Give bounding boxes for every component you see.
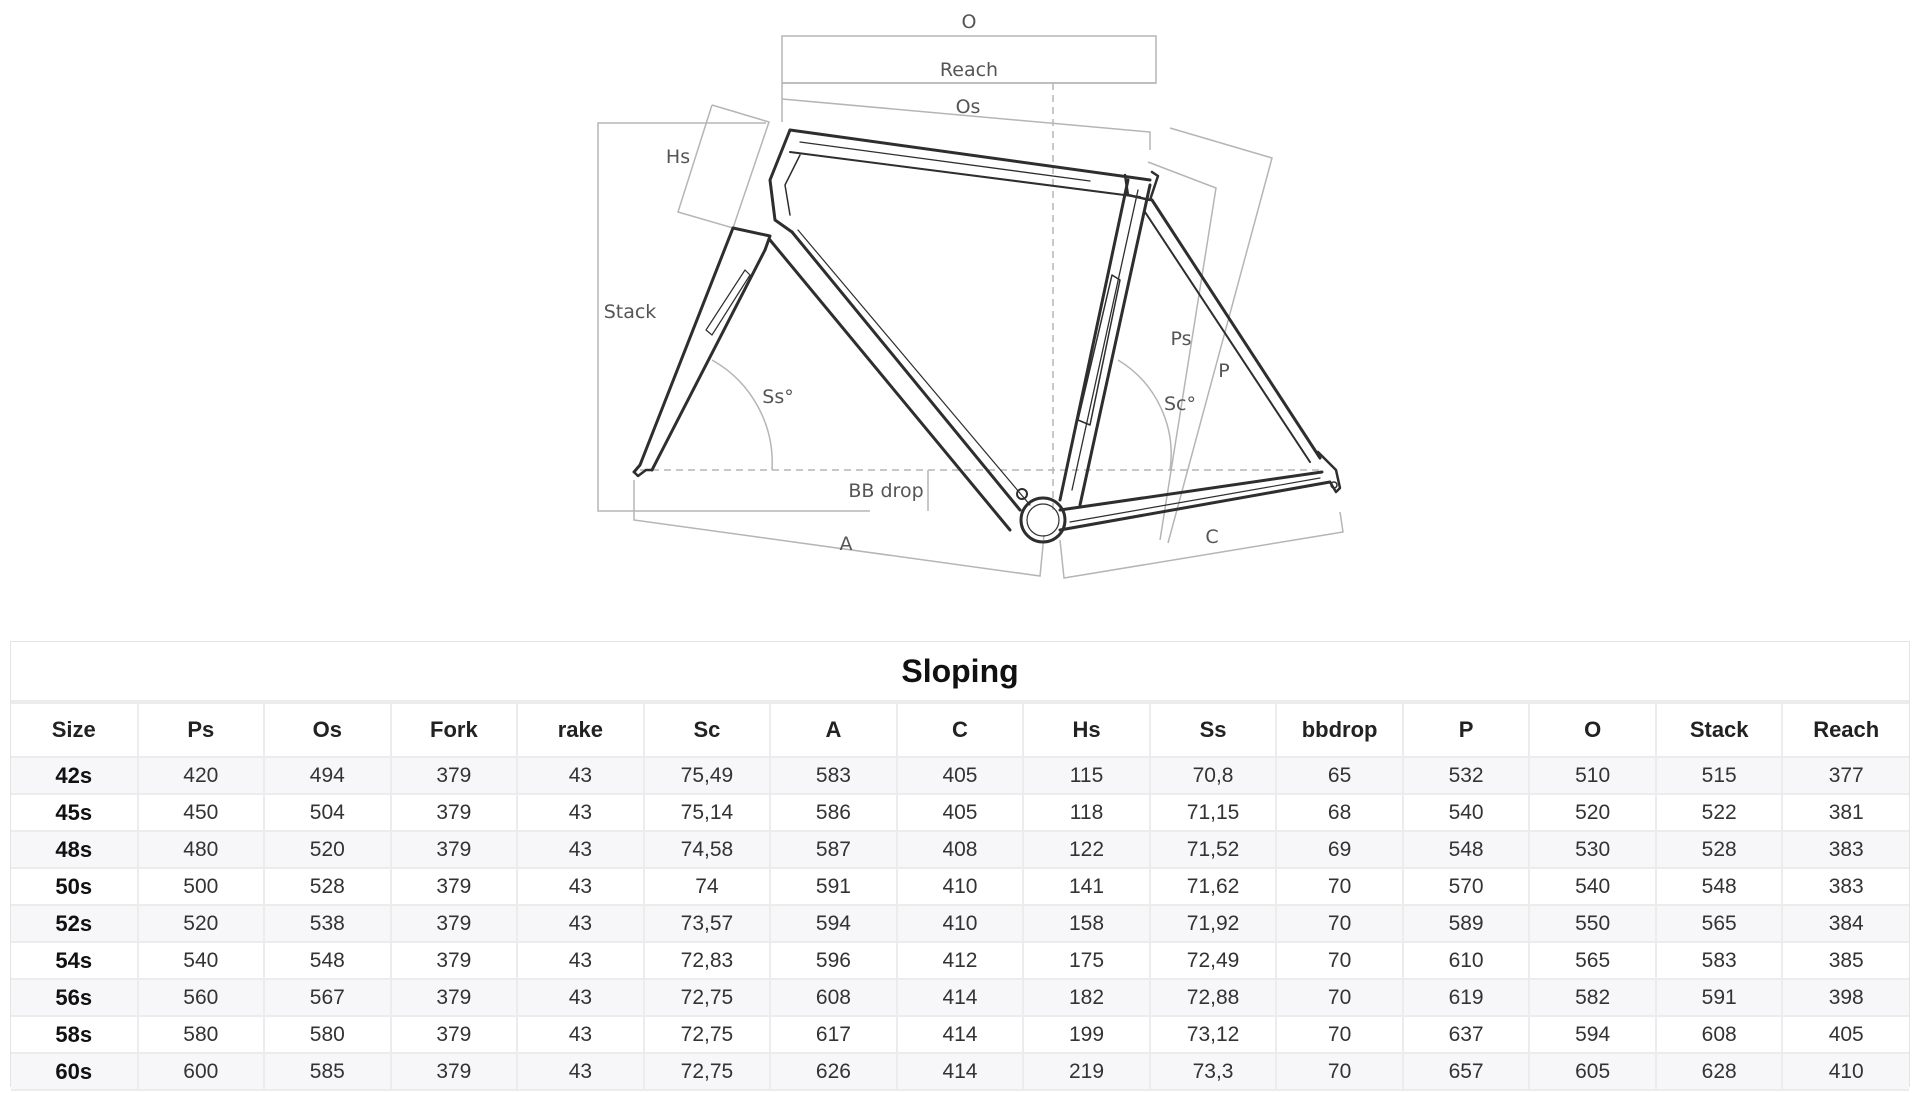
table-cell: 412 xyxy=(897,942,1024,979)
table-cell: 72,49 xyxy=(1150,942,1277,979)
table-cell: 377 xyxy=(1782,757,1909,794)
table-cell: 520 xyxy=(264,831,391,868)
label-o: O xyxy=(961,11,977,33)
table-cell: 565 xyxy=(1656,905,1783,942)
table-cell: 520 xyxy=(1529,794,1656,831)
table-cell: 71,62 xyxy=(1150,868,1277,905)
table-cell: 75,14 xyxy=(644,794,771,831)
label-c: C xyxy=(1205,526,1219,548)
column-header: O xyxy=(1529,702,1656,757)
table-cell: 379 xyxy=(391,979,518,1016)
table-cell: 398 xyxy=(1782,979,1909,1016)
table-cell: 383 xyxy=(1782,831,1909,868)
table-cell: 71,52 xyxy=(1150,831,1277,868)
table-cell: 379 xyxy=(391,942,518,979)
table-cell: 43 xyxy=(517,757,644,794)
label-a: A xyxy=(839,533,853,555)
table-title-row xyxy=(11,642,1909,702)
table-cell: 379 xyxy=(391,868,518,905)
table-row xyxy=(11,905,1909,942)
table-cell: 582 xyxy=(1529,979,1656,1016)
table-cell: 405 xyxy=(1782,1016,1909,1053)
table-cell: 570 xyxy=(1403,868,1530,905)
column-header: rake xyxy=(517,702,644,757)
table-cell: 596 xyxy=(770,942,897,979)
column-header: bbdrop xyxy=(1276,702,1403,757)
cable-port xyxy=(1017,489,1027,499)
table-cell: 70 xyxy=(1276,979,1403,1016)
table-cell: 494 xyxy=(264,757,391,794)
table-cell: 70 xyxy=(1276,1053,1403,1090)
table-cell: 72,75 xyxy=(644,1053,771,1090)
table-cell: 637 xyxy=(1403,1016,1530,1053)
table-cell: 72,88 xyxy=(1150,979,1277,1016)
column-header: Sc xyxy=(644,702,771,757)
table-cell: 74 xyxy=(644,868,771,905)
table-row xyxy=(11,942,1909,979)
table-cell: 450 xyxy=(138,794,265,831)
size-cell: 52s xyxy=(11,905,138,942)
table-cell: 115 xyxy=(1023,757,1150,794)
table-cell: 548 xyxy=(1403,831,1530,868)
table-cell: 586 xyxy=(770,794,897,831)
table-row xyxy=(11,794,1909,831)
label-stack: Stack xyxy=(603,301,657,323)
head-tube xyxy=(770,130,792,232)
table-cell: 175 xyxy=(1023,942,1150,979)
table-cell: 580 xyxy=(138,1016,265,1053)
label-bb-drop: BB drop xyxy=(848,480,924,502)
table-cell: 408 xyxy=(897,831,1024,868)
table-row xyxy=(11,1016,1909,1053)
table-cell: 405 xyxy=(897,757,1024,794)
table-cell: 420 xyxy=(138,757,265,794)
table-cell: 43 xyxy=(517,942,644,979)
table-cell: 414 xyxy=(897,1053,1024,1090)
table-cell: 72,75 xyxy=(644,1016,771,1053)
table-cell: 43 xyxy=(517,979,644,1016)
table-cell: 540 xyxy=(1403,794,1530,831)
dimension-labels xyxy=(604,11,1230,555)
seat-tube xyxy=(1060,180,1128,500)
ps-dimension-line xyxy=(1148,162,1216,540)
table-cell: 383 xyxy=(1782,868,1909,905)
table-cell: 500 xyxy=(138,868,265,905)
label-os: Os xyxy=(955,96,981,118)
table-cell: 410 xyxy=(897,905,1024,942)
column-header: Stack xyxy=(1656,702,1783,757)
label-reach: Reach xyxy=(939,59,999,81)
table-cell: 73,57 xyxy=(644,905,771,942)
table-cell: 410 xyxy=(1782,1053,1909,1090)
table-cell: 528 xyxy=(264,868,391,905)
head-tube-inner xyxy=(785,155,800,215)
bottom-bracket-inner xyxy=(1027,504,1059,536)
table-cell: 560 xyxy=(138,979,265,1016)
size-cell: 54s xyxy=(11,942,138,979)
a-dimension-line xyxy=(634,480,1044,576)
table-cell: 73,12 xyxy=(1150,1016,1277,1053)
table-cell: 589 xyxy=(1403,905,1530,942)
table-cell: 70 xyxy=(1276,868,1403,905)
table-cell: 70 xyxy=(1276,942,1403,979)
table-cell: 43 xyxy=(517,1053,644,1090)
table-cell: 600 xyxy=(138,1053,265,1090)
table-cell: 43 xyxy=(517,905,644,942)
table-cell: 379 xyxy=(391,1053,518,1090)
table-cell: 70 xyxy=(1276,905,1403,942)
table-row xyxy=(11,831,1909,868)
column-header: Size xyxy=(11,702,138,757)
column-header: Ps xyxy=(138,702,265,757)
table-cell: 43 xyxy=(517,831,644,868)
seat-tube-rear xyxy=(1080,185,1150,505)
column-header: C xyxy=(897,702,1024,757)
table-cell: 379 xyxy=(391,757,518,794)
table-cell: 567 xyxy=(264,979,391,1016)
table-cell: 72,75 xyxy=(644,979,771,1016)
table-cell: 69 xyxy=(1276,831,1403,868)
table-cell: 73,3 xyxy=(1150,1053,1277,1090)
table-cell: 414 xyxy=(897,1016,1024,1053)
table-cell: 580 xyxy=(264,1016,391,1053)
table-cell: 608 xyxy=(770,979,897,1016)
down-tube-detail xyxy=(798,230,1030,505)
table-cell: 619 xyxy=(1403,979,1530,1016)
table-cell: 379 xyxy=(391,831,518,868)
table-cell: 605 xyxy=(1529,1053,1656,1090)
fork-front-blade xyxy=(634,228,733,472)
table-header-row xyxy=(11,702,1909,757)
table-cell: 594 xyxy=(1529,1016,1656,1053)
table-cell: 70 xyxy=(1276,1016,1403,1053)
column-header: Hs xyxy=(1023,702,1150,757)
table-cell: 540 xyxy=(138,942,265,979)
table-cell: 515 xyxy=(1656,757,1783,794)
table-cell: 43 xyxy=(517,868,644,905)
table-cell: 118 xyxy=(1023,794,1150,831)
table-cell: 565 xyxy=(1529,942,1656,979)
table-cell: 71,15 xyxy=(1150,794,1277,831)
table-cell: 199 xyxy=(1023,1016,1150,1053)
table-cell: 617 xyxy=(770,1016,897,1053)
table-cell: 379 xyxy=(391,905,518,942)
label-hs: Hs xyxy=(665,146,691,168)
table-cell: 538 xyxy=(264,905,391,942)
fork-crown xyxy=(733,228,770,250)
table-title: Sloping xyxy=(11,642,1909,702)
column-header: P xyxy=(1403,702,1530,757)
table-cell: 628 xyxy=(1656,1053,1783,1090)
table-cell: 540 xyxy=(1529,868,1656,905)
table-cell: 379 xyxy=(391,794,518,831)
column-header: Fork xyxy=(391,702,518,757)
table-cell: 379 xyxy=(391,1016,518,1053)
table-cell: 43 xyxy=(517,1016,644,1053)
top-tube-lower xyxy=(790,152,1140,197)
size-cell: 58s xyxy=(11,1016,138,1053)
bike-frame xyxy=(634,130,1340,542)
table-cell: 550 xyxy=(1529,905,1656,942)
size-cell: 48s xyxy=(11,831,138,868)
table-cell: 520 xyxy=(138,905,265,942)
label-ss-angle: Ss° xyxy=(762,386,794,408)
table-cell: 74,58 xyxy=(644,831,771,868)
table-cell: 141 xyxy=(1023,868,1150,905)
table-row xyxy=(11,868,1909,905)
table-cell: 480 xyxy=(138,831,265,868)
table-cell: 219 xyxy=(1023,1053,1150,1090)
top-tube-detail xyxy=(800,142,1090,181)
label-sc-angle: Sc° xyxy=(1163,393,1197,415)
table-cell: 384 xyxy=(1782,905,1909,942)
table-cell: 591 xyxy=(770,868,897,905)
table-cell: 71,92 xyxy=(1150,905,1277,942)
size-cell: 56s xyxy=(11,979,138,1016)
table-row xyxy=(11,979,1909,1016)
table-cell: 522 xyxy=(1656,794,1783,831)
size-cell: 60s xyxy=(11,1053,138,1090)
table-cell: 610 xyxy=(1403,942,1530,979)
size-cell: 42s xyxy=(11,757,138,794)
geometry-table xyxy=(11,642,1909,1091)
table-row xyxy=(11,757,1909,794)
table-cell: 182 xyxy=(1023,979,1150,1016)
table-cell: 65 xyxy=(1276,757,1403,794)
table-cell: 385 xyxy=(1782,942,1909,979)
table-cell: 583 xyxy=(1656,942,1783,979)
table-cell: 43 xyxy=(517,794,644,831)
table-cell: 626 xyxy=(770,1053,897,1090)
table-cell: 414 xyxy=(897,979,1024,1016)
top-tube xyxy=(790,130,1150,180)
table-cell: 528 xyxy=(1656,831,1783,868)
table-cell: 548 xyxy=(264,942,391,979)
table-cell: 72,83 xyxy=(644,942,771,979)
sc-angle-arc xyxy=(1118,360,1171,470)
size-cell: 45s xyxy=(11,794,138,831)
table-cell: 405 xyxy=(897,794,1024,831)
table-cell: 70,8 xyxy=(1150,757,1277,794)
ss-angle-arc xyxy=(712,360,772,470)
table-cell: 591 xyxy=(1656,979,1783,1016)
label-p: P xyxy=(1218,360,1230,382)
table-body xyxy=(11,757,1909,1090)
table-cell: 504 xyxy=(264,794,391,831)
label-ps: Ps xyxy=(1170,328,1192,350)
table-cell: 583 xyxy=(770,757,897,794)
column-header: Os xyxy=(264,702,391,757)
table-cell: 158 xyxy=(1023,905,1150,942)
column-header: Ss xyxy=(1150,702,1277,757)
table-cell: 410 xyxy=(897,868,1024,905)
table-cell: 548 xyxy=(1656,868,1783,905)
table-cell: 68 xyxy=(1276,794,1403,831)
down-tube xyxy=(792,232,1020,510)
column-header: Reach xyxy=(1782,702,1909,757)
table-row xyxy=(11,1053,1909,1090)
table-cell: 530 xyxy=(1529,831,1656,868)
chain-stay-detail xyxy=(1070,478,1320,522)
table-cell: 532 xyxy=(1403,757,1530,794)
table-cell: 587 xyxy=(770,831,897,868)
size-cell: 50s xyxy=(11,868,138,905)
table-cell: 381 xyxy=(1782,794,1909,831)
column-header: A xyxy=(770,702,897,757)
table-cell: 585 xyxy=(264,1053,391,1090)
table-cell: 75,49 xyxy=(644,757,771,794)
table-cell: 594 xyxy=(770,905,897,942)
seat-tube-detail xyxy=(1072,190,1138,490)
fork-rear-blade xyxy=(652,250,765,470)
table-cell: 122 xyxy=(1023,831,1150,868)
table-cell: 510 xyxy=(1529,757,1656,794)
table-cell: 608 xyxy=(1656,1016,1783,1053)
table-cell: 657 xyxy=(1403,1053,1530,1090)
geometry-table-container xyxy=(10,641,1910,1087)
